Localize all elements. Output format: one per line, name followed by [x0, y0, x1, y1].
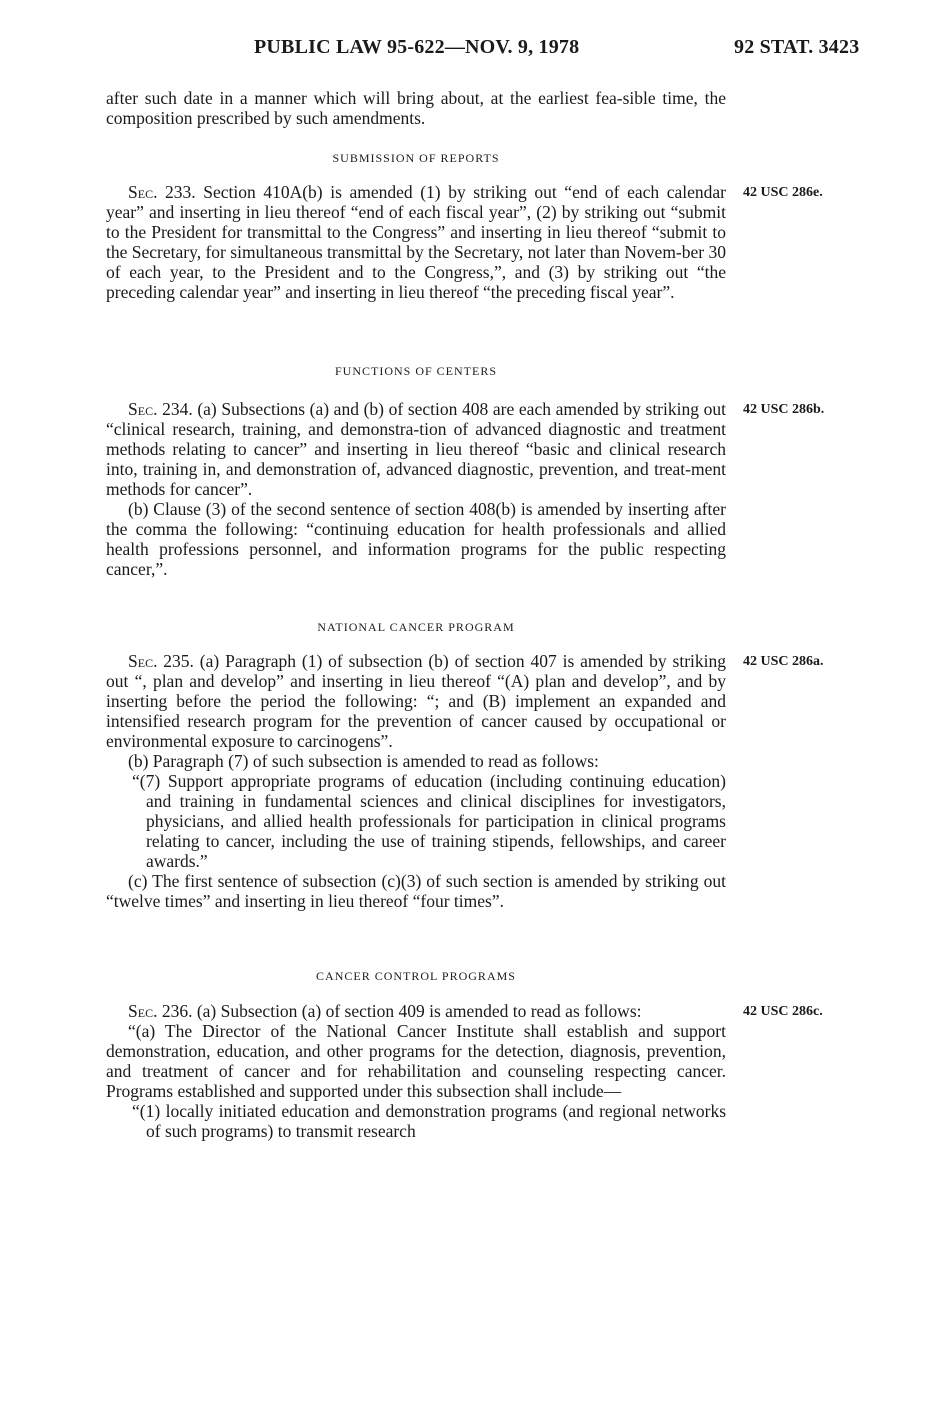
section-text: (a) Subsections (a) and (b) of section 408 are each amended by striking out “clinical research, training, and demonstra-tion of advanced diagnostic and treatment methods relating to cancer” and inserting in lieu thereof “basic and clinical research into, training in, and demonstration of, advanced diagnostic, prevention, and treat-ment methods for cancer”. — [106, 399, 726, 499]
margin-citation: 42 USC 286a. — [743, 654, 824, 669]
section-heading: NATIONAL CANCER PROGRAM — [317, 620, 515, 634]
section-number: Sec. 234. — [128, 399, 193, 419]
paragraph — [106, 88, 726, 128]
section-234 — [106, 399, 726, 579]
section-text: Section 410A(b) is amended (1) by striking out “end of each calendar year” and inserting in lieu thereof “end of each fiscal year”, (2) by striking out “submit to the President for transmittal to the Congress” and inserting in lieu thereof “submit to the Secretary, for simultaneous transmittal by the Secretary, not later than Novem-ber 30 of each year, to the President and to the Congress,”, and (3) by striking out “the preceding calendar year” and inserting in lieu thereof “the preceding fiscal year”. — [106, 182, 726, 302]
section-236 — [106, 1001, 726, 1141]
section-heading: CANCER CONTROL PROGRAMS — [316, 969, 516, 983]
section-heading: SUBMISSION OF REPORTS — [332, 151, 500, 165]
margin-citation: 42 USC 286b. — [743, 402, 825, 417]
section-number: Sec. 236. — [128, 1001, 193, 1021]
paragraph-text: (c) The first sentence of subsection (c)(3) of such section is amended by striking out “twelve times” and inserting in lieu thereof “four times”. — [106, 871, 726, 911]
section-233 — [106, 182, 726, 302]
paragraph-text: (b) Paragraph (7) of such subsection is amended to read as follows: — [128, 751, 599, 771]
section-number: Sec. 235. — [128, 651, 194, 671]
margin-citation: 42 USC 286e. — [743, 185, 823, 200]
paragraph-text: after such date in a manner which will bring about, at the earliest fea-sible time, the composition prescribed by such amendments. — [106, 88, 726, 128]
running-header-title: PUBLIC LAW 95-622—NOV. 9, 1978 — [254, 36, 580, 58]
section-text: (a) Subsection (a) of section 409 is amended to read as follows: — [192, 1001, 642, 1021]
quoted-paragraph: “(7) Support appropriate programs of education (including continuing education) and training in fundamental sciences and clinical disciplines for investigators, physicians, and allied health professionals for participation in clinical programs relating to cancer, including the use of training stipends, fellowships, and career awards.” — [132, 771, 726, 871]
section-number: Sec. 233. — [128, 182, 196, 202]
section-heading: FUNCTIONS OF CENTERS — [334, 364, 498, 378]
section-text: (a) Paragraph (1) of subsection (b) of section 407 is amended by striking out “, plan and develop” and inserting in lieu thereof “(A) plan and develop”, and by inserting before the period the following: “; and (B) implement an expanded and intensified research program for the prevention of cancer caused by occupational or environmental exposure to carcinogens”. — [106, 651, 726, 751]
paragraph-text: “(a) The Director of the National Cancer Institute shall establish and support demonstration, education, and other programs for the detection, diagnosis, prevention, and treatment of cancer and for rehabilitation and counseling respecting cancer. Programs established and supported under this subsection shall include— — [106, 1021, 726, 1101]
section-235 — [106, 651, 726, 911]
quoted-paragraph: “(1) locally initiated education and demonstration programs (and regional networks of such programs) to transmit research — [132, 1101, 726, 1141]
running-header-stat: 92 STAT. 3423 — [734, 36, 860, 58]
paragraph-text: (b) Clause (3) of the second sentence of section 408(b) is amended by inserting after the comma the following: “continuing education for health professionals and allied health professions personnel, and information programs for the public respecting cancer,”. — [106, 499, 726, 579]
margin-citation: 42 USC 286c. — [743, 1004, 823, 1019]
